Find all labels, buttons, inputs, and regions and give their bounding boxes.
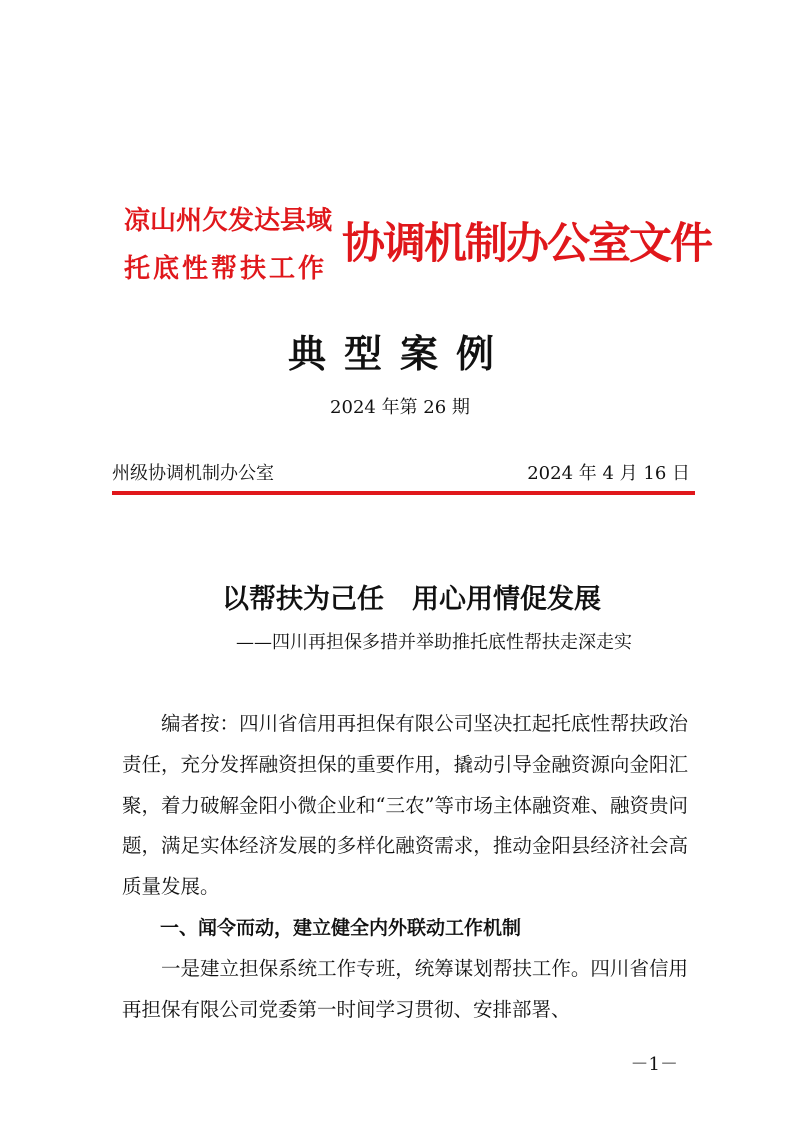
document-type-title: 协调机制办公室文件 xyxy=(342,219,711,269)
document-title: 典型案例 xyxy=(287,331,512,376)
issuing-org xyxy=(124,197,344,293)
article-subtitle: ——四川再担保多措并举助推托底性帮扶走深走实 xyxy=(236,632,632,653)
red-divider-rule xyxy=(112,491,695,495)
issuing-office: 州级协调机制办公室 xyxy=(112,463,274,484)
body-paragraph: 一是建立担保系统工作专班，统筹谋划帮扶工作。四川省信用再担保有限公司党委第一时间学习贯彻、安排部署、 xyxy=(122,956,688,1021)
issue-date: 2024 年 4 月 16 日 xyxy=(527,463,690,484)
article-title xyxy=(222,580,601,620)
issue-number: 2024 年第 26 期 xyxy=(330,397,470,418)
issuing-org-line2: 托底性帮扶工作 xyxy=(124,254,328,284)
page-number: －1－ xyxy=(630,1054,678,1075)
issuing-org-line1: 凉山州欠发达县域 xyxy=(124,206,333,236)
article-title-part2: 用心用情促发展 xyxy=(412,584,601,615)
editor-note: 编者按：四川省信用再担保有限公司坚决扛起托底性帮扶政治责任，充分发挥融资担保的重要作用，撬动引导金融资源向金阳汇聚，着力破解金阳小微企业和“三农”等市场主体融资难、融资贵问题，满足实体经济发展的多样化融资需求，推动金阳县经济社会高质量发展。 xyxy=(122,712,688,899)
article-title-part1: 以帮扶为己任 xyxy=(222,584,384,615)
article-body xyxy=(122,704,688,1030)
section-heading: 一、闻令而动，建立健全内外联动工作机制 xyxy=(160,916,522,939)
